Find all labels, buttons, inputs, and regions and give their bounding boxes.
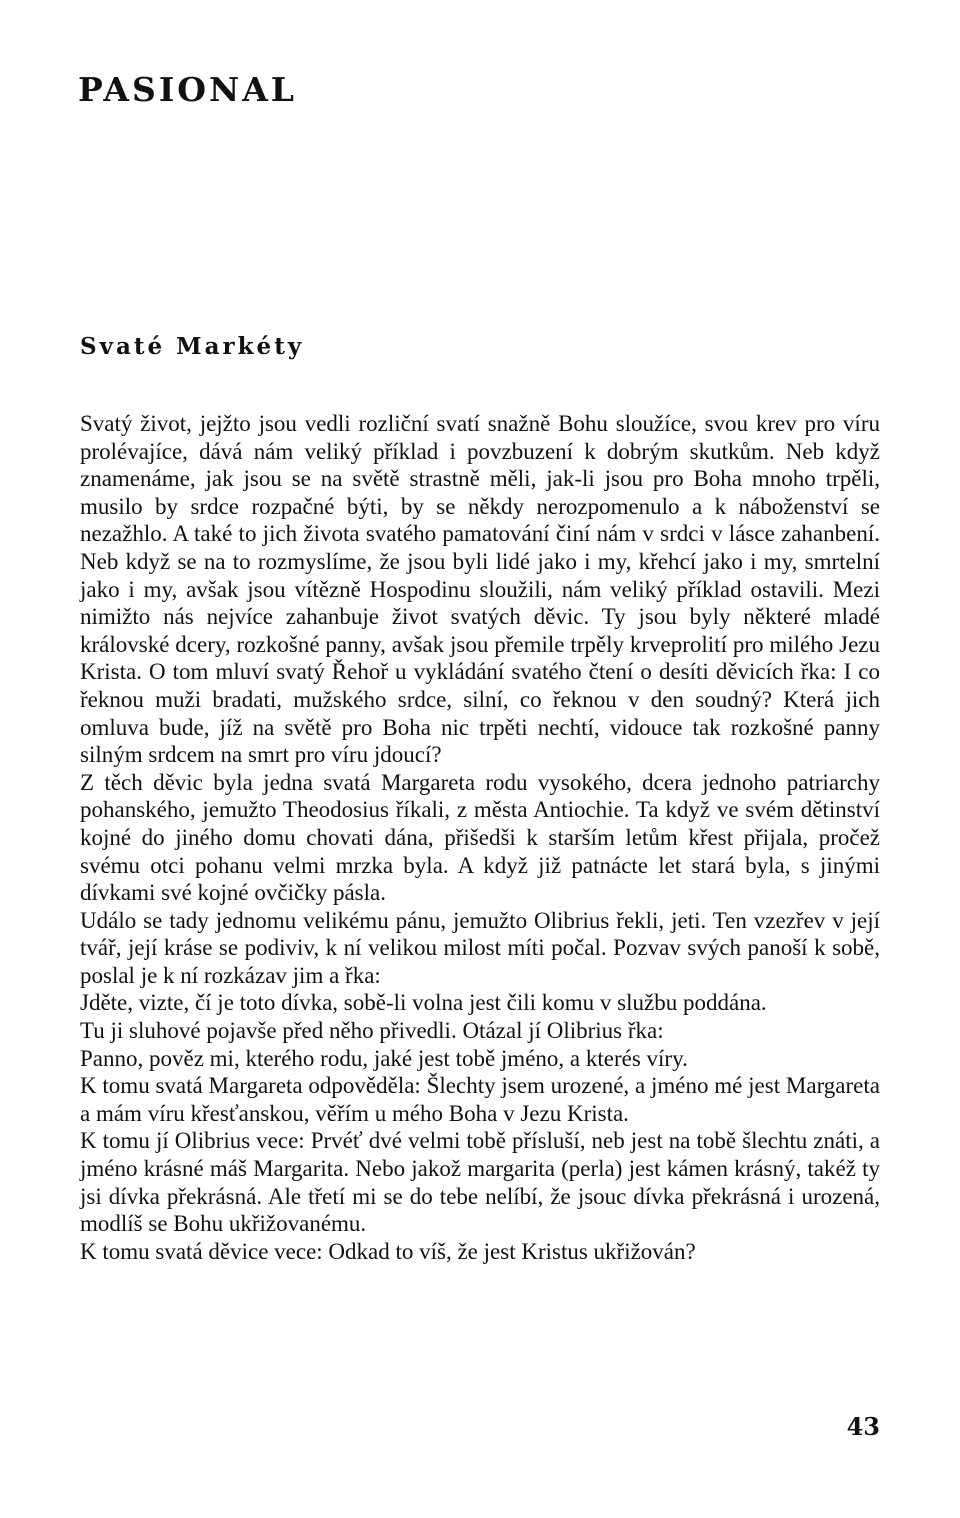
- page-number: 43: [846, 1412, 880, 1441]
- paragraph: Svatý život, jejžto jsou vedli rozliční svatí snažně Bohu sloužíce, svou krev pro víru prolévajíce, dává nám veliký příklad i povzbuzení k dobrým skutkům. Neb když znamenáme, jak jsou se na světě strastně měli, jak-li jsou pro Boha mnoho trpěli, musilo by srdce rozpačné býti, by se někdy nerozpomenulo a k náboženství se nezažhlo. A také to jich života svatého pamatování činí nám v srdci v lásce zahanbení. Neb když se na to rozmyslíme, že jsou byli lidé jako i my, křehcí jako i my, smrtelní jako i my, avšak jsou vítězně Hospodinu sloužili, nám veliký příklad ostavili. Mezi nimižto nás nejvíce zahanbuje život svatých děvic. Ty jsou byly některé mladé královské dcery, rozkošné panny, avšak jsou přemile trpěly krveprolití pro milého Jezu Krista. O tom mluví svatý Řehoř u vykládání svatého čtení o desíti děvicích řka: I co řeknou muži bradati, mužského srdce, silní, co řeknou v den soudný? Která jich omluva bude, jíž na světě pro Boha nic trpěti nechtí, vidouce tak rozkošné panny silným srdcem na smrt pro víru jdoucí?: [80, 411, 880, 768]
- paragraph: K tomu jí Olibrius vece: Prvéť dvé velmi tobě přísluší, neb jest na tobě šlechtu znáti, a jméno krásné máš Margarita. Nebo jakož margarita (perla) jest kámen krásný, takéž ty jsi dívka překrásná. Ale třetí mi se do tebe nelíbí, že jsouc dívka překrásná i urozená, modlíš se Bohu ukřižovanému.: [80, 1128, 880, 1237]
- paragraph: Jděte, vizte, čí je toto dívka, sobě-li volna jest čili komu v službu poddána.: [80, 990, 767, 1016]
- running-header: PASIONAL: [78, 70, 298, 109]
- chapter-title: Svaté Markéty: [80, 333, 305, 360]
- paragraph: Panno, pověz mi, kterého rodu, jaké jest tobě jméno, a kterés víry.: [80, 1045, 688, 1071]
- body-text: [80, 410, 880, 1265]
- paragraph: Z těch děvic byla jedna svatá Margareta rodu vysokého, dcera jednoho patriarchy pohanského, jemužto Theodosius říkali, z města Antiochie. Ta když ve svém dětinství kojné do jiného domu chovati dána, přišedši k starším letům křest přijala, pročež svému otci pohanu velmi mrzka byla. A když již patnácte let stará byla, s jinými dívkami své kojné ovčičky pásla.: [80, 769, 880, 906]
- paragraph: K tomu svatá Margareta odpověděla: Šlechty jsem urozené, a jméno mé jest Margareta a mám víru křesťanskou, věřím u mého Boha v Jezu Krista.: [80, 1073, 880, 1126]
- paragraph: K tomu svatá děvice vece: Odkad to víš, že jest Kristus ukřižován?: [80, 1238, 696, 1264]
- paragraph: Tu ji sluhové pojavše před něho přivedli. Otázal jí Olibrius řka:: [80, 1018, 664, 1044]
- paragraph: Událo se tady jednomu velikému pánu, jemužto Olibrius řekli, jeti. Ten vzezřev v její tvář, její kráse se podiviv, k ní velikou milost míti počal. Pozvav svých panoší k sobě, poslal je k ní rozkázav jim a řka:: [80, 907, 880, 988]
